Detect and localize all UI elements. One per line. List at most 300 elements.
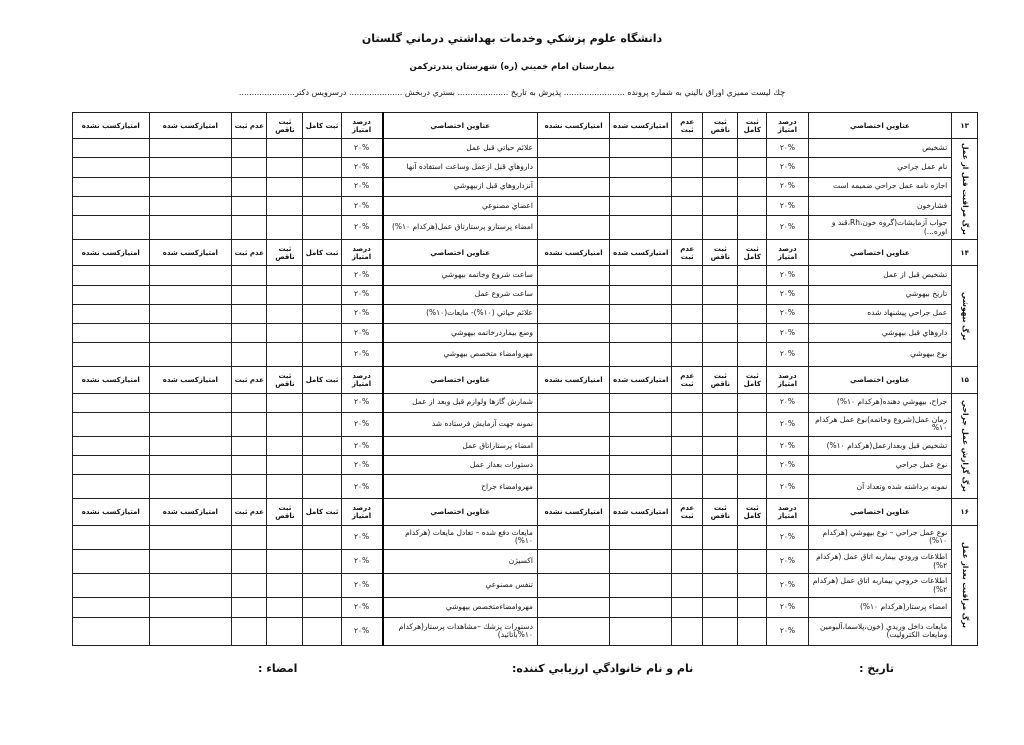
- score-cell-no-record[interactable]: [672, 525, 703, 549]
- score-cell-incomplete[interactable]: [703, 412, 738, 436]
- score-cell-complete[interactable]: [738, 475, 767, 499]
- score-cell-no-record[interactable]: [672, 549, 703, 573]
- score-cell-complete[interactable]: [738, 617, 767, 645]
- score-cell-earned[interactable]: [149, 323, 232, 342]
- col-no-record-header: عدم ثبت: [672, 240, 703, 266]
- score-cell-complete[interactable]: [738, 158, 767, 177]
- item-title: تنفس مصنوعي: [383, 574, 538, 598]
- score-cell-earned[interactable]: [149, 266, 232, 285]
- score-cell-complete[interactable]: [303, 215, 341, 239]
- score-cell-incomplete[interactable]: [703, 393, 738, 412]
- score-cell-earned[interactable]: [149, 158, 232, 177]
- col-not-earned-header: امتيازكسب نشده: [73, 367, 150, 393]
- score-cell-no-record[interactable]: [232, 285, 267, 304]
- item-percent: ۲۰%: [767, 574, 808, 598]
- table-row: [73, 598, 978, 617]
- score-cell-earned[interactable]: [610, 304, 672, 323]
- score-cell-not-earned[interactable]: [73, 158, 150, 177]
- col-title-header: عناوين اختصاصي: [808, 113, 952, 139]
- score-cell-no-record[interactable]: [232, 475, 267, 499]
- col-percent-header: درصد امتياز: [341, 499, 382, 525]
- table-row: [73, 139, 978, 158]
- score-cell-complete[interactable]: [303, 436, 341, 455]
- score-cell-incomplete[interactable]: [703, 574, 738, 598]
- score-cell-not-earned[interactable]: [537, 598, 609, 617]
- score-cell-incomplete[interactable]: [703, 598, 738, 617]
- score-cell-incomplete[interactable]: [267, 475, 303, 499]
- col-not-earned-header: امتيازكسب نشده: [537, 499, 609, 525]
- col-no-record-header: عدم ثبت: [232, 113, 267, 139]
- item-percent: ۲۰%: [341, 525, 382, 549]
- score-cell-no-record[interactable]: [672, 393, 703, 412]
- item-title: امضاء پرستارو پرستارتاق عمل(هركدام ۱۰%): [383, 215, 538, 239]
- score-cell-not-earned[interactable]: [73, 549, 150, 573]
- table-row: [73, 266, 978, 285]
- score-cell-not-earned[interactable]: [537, 304, 609, 323]
- score-cell-complete[interactable]: [738, 323, 767, 342]
- score-cell-earned[interactable]: [149, 304, 232, 323]
- score-cell-earned[interactable]: [149, 574, 232, 598]
- score-cell-not-earned[interactable]: [73, 475, 150, 499]
- item-title: نوع عمل جراحي – نوع بيهوشي (هركدام ۱۰%): [808, 525, 952, 549]
- score-cell-no-record[interactable]: [672, 574, 703, 598]
- score-cell-incomplete[interactable]: [703, 158, 738, 177]
- col-earned-header: امتيازكسب شده: [610, 113, 672, 139]
- col-no-record-header: عدم ثبت: [232, 240, 267, 266]
- score-cell-not-earned[interactable]: [537, 343, 609, 367]
- score-cell-earned[interactable]: [149, 177, 232, 196]
- score-cell-not-earned[interactable]: [73, 436, 150, 455]
- score-cell-no-record[interactable]: [232, 436, 267, 455]
- score-cell-incomplete[interactable]: [703, 304, 738, 323]
- score-cell-incomplete[interactable]: [267, 304, 303, 323]
- score-cell-no-record[interactable]: [232, 196, 267, 215]
- col-title-header: عناوين اختصاصي: [808, 240, 952, 266]
- col-percent-header: درصد امتياز: [767, 240, 808, 266]
- score-cell-complete[interactable]: [303, 158, 341, 177]
- score-cell-incomplete[interactable]: [703, 266, 738, 285]
- score-cell-not-earned[interactable]: [73, 139, 150, 158]
- item-title: عمل جراحي پيشنهاد شده: [808, 304, 952, 323]
- score-cell-incomplete[interactable]: [703, 215, 738, 239]
- score-cell-complete[interactable]: [303, 525, 341, 549]
- score-cell-not-earned[interactable]: [73, 177, 150, 196]
- score-cell-incomplete[interactable]: [703, 525, 738, 549]
- score-cell-complete[interactable]: [738, 436, 767, 455]
- item-percent: ۲۰%: [767, 393, 808, 412]
- score-cell-complete[interactable]: [738, 549, 767, 573]
- score-cell-incomplete[interactable]: [267, 139, 303, 158]
- item-title: ساعت شروع عمل: [383, 285, 538, 304]
- score-cell-incomplete[interactable]: [267, 285, 303, 304]
- item-percent: ۲۰%: [767, 598, 808, 617]
- score-cell-earned[interactable]: [149, 617, 232, 645]
- section-number: ۱۳: [952, 113, 978, 139]
- score-cell-not-earned[interactable]: [537, 177, 609, 196]
- score-cell-incomplete[interactable]: [703, 343, 738, 367]
- table-row: [73, 343, 978, 367]
- item-title: جراح، بيهوشي دهنده(هركدام ۱۰%): [808, 393, 952, 412]
- score-cell-complete[interactable]: [738, 456, 767, 475]
- item-percent: ۲۰%: [767, 215, 808, 239]
- col-not-earned-header: امتيازكسب نشده: [73, 499, 150, 525]
- score-cell-earned[interactable]: [149, 436, 232, 455]
- score-cell-no-record[interactable]: [672, 177, 703, 196]
- checklist-info-line: چك ليست مميزي اوراق باليني به شماره پرونده ........................ پذيرش به تاريخ .................... بستري دربخش ..................... درسرويس دكتر......................: [238, 88, 786, 97]
- score-cell-complete[interactable]: [738, 525, 767, 549]
- col-no-record-header: عدم ثبت: [232, 499, 267, 525]
- score-cell-earned[interactable]: [149, 139, 232, 158]
- score-cell-incomplete[interactable]: [267, 343, 303, 367]
- score-cell-earned[interactable]: [610, 343, 672, 367]
- score-cell-incomplete[interactable]: [703, 456, 738, 475]
- score-cell-complete[interactable]: [738, 412, 767, 436]
- score-cell-incomplete[interactable]: [703, 139, 738, 158]
- score-cell-complete[interactable]: [738, 215, 767, 239]
- score-cell-no-record[interactable]: [672, 304, 703, 323]
- score-cell-not-earned[interactable]: [537, 412, 609, 436]
- score-cell-not-earned[interactable]: [537, 436, 609, 455]
- item-percent: ۲۰%: [767, 285, 808, 304]
- score-cell-complete[interactable]: [303, 323, 341, 342]
- score-cell-no-record[interactable]: [672, 158, 703, 177]
- item-percent: ۲۰%: [767, 196, 808, 215]
- score-cell-no-record[interactable]: [232, 323, 267, 342]
- score-cell-complete[interactable]: [738, 598, 767, 617]
- col-title-header: عناوين اختصاصي: [383, 367, 538, 393]
- score-cell-not-earned[interactable]: [73, 304, 150, 323]
- col-complete-header: ثبت كامل: [303, 113, 341, 139]
- score-cell-no-record[interactable]: [672, 196, 703, 215]
- score-cell-not-earned[interactable]: [73, 617, 150, 645]
- score-cell-not-earned[interactable]: [73, 285, 150, 304]
- item-percent: ۲۰%: [767, 525, 808, 549]
- col-incomplete-header: ثبت ناقص: [267, 499, 303, 525]
- score-cell-incomplete[interactable]: [267, 436, 303, 455]
- score-cell-no-record[interactable]: [672, 598, 703, 617]
- item-percent: ۲۰%: [767, 475, 808, 499]
- col-earned-header: امتيازكسب شده: [149, 240, 232, 266]
- score-cell-complete[interactable]: [738, 574, 767, 598]
- score-cell-complete[interactable]: [303, 549, 341, 573]
- score-cell-complete[interactable]: [738, 343, 767, 367]
- score-cell-incomplete[interactable]: [703, 177, 738, 196]
- score-cell-earned[interactable]: [610, 525, 672, 549]
- score-cell-complete[interactable]: [303, 475, 341, 499]
- score-cell-complete[interactable]: [303, 304, 341, 323]
- section-number: ۱۴: [952, 240, 978, 266]
- score-cell-earned[interactable]: [149, 456, 232, 475]
- score-cell-not-earned[interactable]: [537, 456, 609, 475]
- score-cell-not-earned[interactable]: [73, 412, 150, 436]
- score-cell-complete[interactable]: [303, 574, 341, 598]
- section-side-label: برگ گزارش عمل جراحي: [952, 393, 978, 499]
- score-cell-not-earned[interactable]: [537, 266, 609, 285]
- score-cell-complete[interactable]: [738, 139, 767, 158]
- score-cell-incomplete[interactable]: [267, 598, 303, 617]
- score-cell-complete[interactable]: [303, 139, 341, 158]
- score-cell-not-earned[interactable]: [537, 323, 609, 342]
- item-percent: ۲۰%: [341, 158, 382, 177]
- score-cell-not-earned[interactable]: [73, 598, 150, 617]
- score-cell-incomplete[interactable]: [703, 285, 738, 304]
- score-cell-earned[interactable]: [149, 549, 232, 573]
- score-cell-not-earned[interactable]: [73, 215, 150, 239]
- col-incomplete-header: ثبت ناقص: [703, 367, 738, 393]
- score-cell-complete[interactable]: [738, 304, 767, 323]
- score-cell-not-earned[interactable]: [537, 525, 609, 549]
- score-cell-complete[interactable]: [303, 285, 341, 304]
- score-cell-earned[interactable]: [610, 456, 672, 475]
- score-cell-complete[interactable]: [303, 393, 341, 412]
- score-cell-complete[interactable]: [303, 412, 341, 436]
- score-cell-not-earned[interactable]: [73, 574, 150, 598]
- col-not-earned-header: امتيازكسب نشده: [537, 367, 609, 393]
- score-cell-incomplete[interactable]: [703, 549, 738, 573]
- score-cell-no-record[interactable]: [672, 215, 703, 239]
- item-percent: ۲۰%: [767, 158, 808, 177]
- score-cell-incomplete[interactable]: [267, 266, 303, 285]
- table-row: [73, 177, 978, 196]
- score-cell-not-earned[interactable]: [73, 393, 150, 412]
- score-cell-incomplete[interactable]: [267, 456, 303, 475]
- score-cell-no-record[interactable]: [232, 456, 267, 475]
- col-not-earned-header: امتيازكسب نشده: [73, 113, 150, 139]
- score-cell-no-record[interactable]: [672, 266, 703, 285]
- score-cell-not-earned[interactable]: [537, 475, 609, 499]
- table-row: [73, 574, 978, 598]
- item-percent: ۲۰%: [767, 323, 808, 342]
- score-cell-no-record[interactable]: [672, 343, 703, 367]
- score-cell-earned[interactable]: [610, 139, 672, 158]
- score-cell-no-record[interactable]: [672, 285, 703, 304]
- section-side-label: برگ مراقبت بعداز عمل: [952, 525, 978, 645]
- score-cell-not-earned[interactable]: [73, 323, 150, 342]
- item-percent: ۲۰%: [767, 266, 808, 285]
- table-row: [73, 617, 978, 645]
- item-percent: ۲۰%: [341, 323, 382, 342]
- score-cell-no-record[interactable]: [232, 598, 267, 617]
- score-cell-no-record[interactable]: [672, 436, 703, 455]
- score-cell-complete[interactable]: [303, 196, 341, 215]
- score-cell-no-record[interactable]: [232, 343, 267, 367]
- score-cell-earned[interactable]: [610, 215, 672, 239]
- item-title: علائم حياتي (۱۰%)- مايعات(۱۰%): [383, 304, 538, 323]
- score-cell-complete[interactable]: [738, 266, 767, 285]
- item-percent: ۲۰%: [341, 393, 382, 412]
- score-cell-complete[interactable]: [303, 343, 341, 367]
- col-incomplete-header: ثبت ناقص: [267, 240, 303, 266]
- table-row: [73, 412, 978, 436]
- score-cell-no-record[interactable]: [672, 323, 703, 342]
- col-no-record-header: عدم ثبت: [232, 367, 267, 393]
- score-cell-complete[interactable]: [303, 617, 341, 645]
- score-cell-earned[interactable]: [610, 196, 672, 215]
- score-cell-no-record[interactable]: [672, 139, 703, 158]
- item-title: فشارخون: [808, 196, 952, 215]
- score-cell-complete[interactable]: [738, 285, 767, 304]
- col-percent-header: درصد امتياز: [341, 367, 382, 393]
- col-not-earned-header: امتيازكسب نشده: [537, 240, 609, 266]
- score-cell-not-earned[interactable]: [73, 196, 150, 215]
- score-cell-not-earned[interactable]: [73, 266, 150, 285]
- col-complete-header: ثبت كامل: [738, 240, 767, 266]
- col-no-record-header: عدم ثبت: [672, 113, 703, 139]
- score-cell-complete[interactable]: [738, 393, 767, 412]
- table-row: [73, 323, 978, 342]
- table-row: [73, 456, 978, 475]
- score-cell-earned[interactable]: [149, 412, 232, 436]
- score-cell-earned[interactable]: [610, 598, 672, 617]
- score-cell-earned[interactable]: [610, 436, 672, 455]
- score-cell-complete[interactable]: [738, 177, 767, 196]
- col-earned-header: امتيازكسب شده: [610, 499, 672, 525]
- score-cell-no-record[interactable]: [232, 215, 267, 239]
- col-complete-header: ثبت كامل: [738, 499, 767, 525]
- score-cell-no-record[interactable]: [232, 412, 267, 436]
- item-percent: ۲۰%: [341, 304, 382, 323]
- score-cell-earned[interactable]: [149, 285, 232, 304]
- col-percent-header: درصد امتياز: [767, 113, 808, 139]
- score-cell-incomplete[interactable]: [703, 436, 738, 455]
- score-cell-no-record[interactable]: [672, 412, 703, 436]
- item-percent: ۲۰%: [767, 549, 808, 573]
- score-cell-incomplete[interactable]: [267, 549, 303, 573]
- table-row: [73, 475, 978, 499]
- section-header-row: [73, 113, 978, 139]
- score-cell-earned[interactable]: [610, 393, 672, 412]
- item-title: داروهاي قبل بيهوشي: [808, 323, 952, 342]
- item-title: علائم حياتي قبل عمل: [383, 139, 538, 158]
- score-cell-incomplete[interactable]: [267, 215, 303, 239]
- score-cell-incomplete[interactable]: [703, 617, 738, 645]
- score-cell-incomplete[interactable]: [703, 475, 738, 499]
- item-percent: ۲۰%: [767, 617, 808, 645]
- col-incomplete-header: ثبت ناقص: [703, 113, 738, 139]
- score-cell-no-record[interactable]: [672, 456, 703, 475]
- col-percent-header: درصد امتياز: [767, 499, 808, 525]
- item-percent: ۲۰%: [767, 456, 808, 475]
- university-title: دانشگاه علوم پزشكي وخدمات بهداشتي درماني گلستان: [361, 32, 663, 45]
- item-title: نام عمل جراحي: [808, 158, 952, 177]
- score-cell-no-record[interactable]: [232, 549, 267, 573]
- section-number: ۱۵: [952, 367, 978, 393]
- score-cell-earned[interactable]: [610, 158, 672, 177]
- item-percent: ۲۰%: [341, 475, 382, 499]
- score-cell-no-record[interactable]: [232, 617, 267, 645]
- score-cell-earned[interactable]: [149, 475, 232, 499]
- score-cell-no-record[interactable]: [672, 475, 703, 499]
- item-percent: ۲۰%: [341, 598, 382, 617]
- score-cell-earned[interactable]: [610, 475, 672, 499]
- score-cell-incomplete[interactable]: [267, 574, 303, 598]
- item-title: ساعت شروع وخاتمه بيهوشي: [383, 266, 538, 285]
- score-cell-complete[interactable]: [303, 598, 341, 617]
- score-cell-earned[interactable]: [149, 525, 232, 549]
- table-row: [73, 196, 978, 215]
- score-cell-not-earned[interactable]: [537, 158, 609, 177]
- score-cell-not-earned[interactable]: [537, 139, 609, 158]
- score-cell-earned[interactable]: [610, 323, 672, 342]
- score-cell-incomplete[interactable]: [267, 525, 303, 549]
- score-cell-complete[interactable]: [303, 177, 341, 196]
- score-cell-incomplete[interactable]: [267, 323, 303, 342]
- score-cell-earned[interactable]: [610, 412, 672, 436]
- score-cell-not-earned[interactable]: [537, 215, 609, 239]
- col-percent-header: درصد امتياز: [341, 240, 382, 266]
- col-earned-header: امتيازكسب شده: [610, 240, 672, 266]
- table-row: [73, 393, 978, 412]
- item-percent: ۲۰%: [767, 343, 808, 367]
- score-cell-incomplete[interactable]: [267, 412, 303, 436]
- score-cell-no-record[interactable]: [232, 139, 267, 158]
- item-percent: ۲۰%: [767, 139, 808, 158]
- item-title: تاريخ بيهوشي: [808, 285, 952, 304]
- score-cell-incomplete[interactable]: [267, 617, 303, 645]
- score-cell-earned[interactable]: [149, 196, 232, 215]
- footer-signature: امضاء :: [258, 662, 298, 675]
- score-cell-incomplete[interactable]: [267, 196, 303, 215]
- score-cell-not-earned[interactable]: [73, 456, 150, 475]
- score-cell-no-record[interactable]: [232, 177, 267, 196]
- score-cell-no-record[interactable]: [232, 574, 267, 598]
- score-cell-incomplete[interactable]: [267, 177, 303, 196]
- score-cell-earned[interactable]: [610, 177, 672, 196]
- score-cell-earned[interactable]: [610, 574, 672, 598]
- score-cell-not-earned[interactable]: [537, 574, 609, 598]
- score-cell-no-record[interactable]: [232, 393, 267, 412]
- table-row: [73, 436, 978, 455]
- score-cell-not-earned[interactable]: [537, 393, 609, 412]
- score-cell-earned[interactable]: [149, 598, 232, 617]
- score-cell-earned[interactable]: [610, 617, 672, 645]
- score-cell-not-earned[interactable]: [73, 525, 150, 549]
- section-number: ۱۶: [952, 499, 978, 525]
- section-header-row: [73, 367, 978, 393]
- score-cell-complete[interactable]: [303, 266, 341, 285]
- score-cell-incomplete[interactable]: [267, 158, 303, 177]
- item-title: مهروامضاءمتخصص بيهوشي: [383, 598, 538, 617]
- score-cell-incomplete[interactable]: [267, 393, 303, 412]
- score-cell-incomplete[interactable]: [703, 323, 738, 342]
- item-percent: ۲۰%: [341, 196, 382, 215]
- score-cell-no-record[interactable]: [232, 158, 267, 177]
- score-cell-complete[interactable]: [738, 196, 767, 215]
- score-cell-earned[interactable]: [149, 215, 232, 239]
- score-cell-not-earned[interactable]: [537, 549, 609, 573]
- score-cell-complete[interactable]: [303, 456, 341, 475]
- score-cell-earned[interactable]: [610, 266, 672, 285]
- score-cell-earned[interactable]: [149, 393, 232, 412]
- item-title: آنزداروهاي قبل ازبيهوشي: [383, 177, 538, 196]
- score-cell-no-record[interactable]: [232, 266, 267, 285]
- score-cell-not-earned[interactable]: [537, 617, 609, 645]
- score-cell-not-earned[interactable]: [537, 285, 609, 304]
- item-title: دستورات پزشك –مشاهدات پرستار(هركدام ۱۰%باتائيد): [383, 617, 538, 645]
- score-cell-earned[interactable]: [610, 285, 672, 304]
- score-cell-not-earned[interactable]: [73, 343, 150, 367]
- score-cell-earned[interactable]: [610, 549, 672, 573]
- score-cell-incomplete[interactable]: [703, 196, 738, 215]
- col-incomplete-header: ثبت ناقص: [703, 499, 738, 525]
- score-cell-not-earned[interactable]: [537, 196, 609, 215]
- item-title: تشخيص قبل از عمل: [808, 266, 952, 285]
- score-cell-no-record[interactable]: [232, 525, 267, 549]
- col-complete-header: ثبت كامل: [303, 499, 341, 525]
- score-cell-no-record[interactable]: [672, 617, 703, 645]
- score-cell-earned[interactable]: [149, 343, 232, 367]
- score-cell-no-record[interactable]: [232, 304, 267, 323]
